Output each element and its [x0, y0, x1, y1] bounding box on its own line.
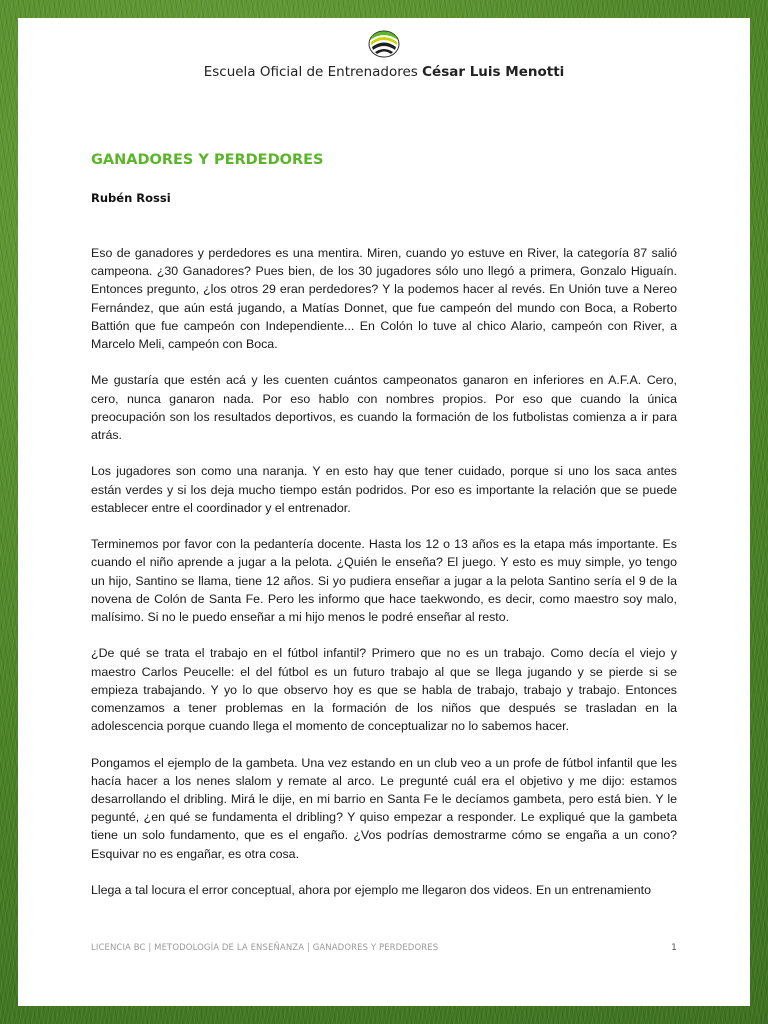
paragraph: Pongamos el ejemplo de la gambeta. Una vez estando en un club veo a un profe de fútbol infantil que les hacía hacer a los nenes slalom y remate al arco. Le pregunté cuál era el objetivo y me dijo: estamos desarrollando el dribling. Mirá le dije, en mi barrio en Santa Fe le decíamos gambeta, pero está bien. Y le pegunté, ¿en qué se fundamenta el dribling? Y quiso empezar a responder. Le expliqué que la gambeta tiene un solo fundamento, que es el engaño. ¿Vos podrías demostrarme cómo se engaña a un cono? Esquivar no es engañar, es otra cosa.: [91, 755, 677, 861]
footer-text: LICENCIA BC | METODOLOGÍA DE LA ENSEÑANZA | GANADORES Y PERDEDORES: [91, 943, 439, 953]
article-title: GANADORES Y PERDEDORES: [91, 152, 324, 168]
school-heading: [18, 64, 750, 80]
paragraph: Me gustaría que estén acá y les cuenten cuántos campeonatos ganaron en inferiores en A.F.A. Cero, cero, nunca ganaron nada. Por eso hablo con nombres propios. Por eso que cuando la única preocupación son los resultados deportivos, es cuando la formación de los futbolistas comienza a ir para atrás.: [91, 373, 677, 443]
article-body: [91, 244, 677, 917]
school-name: César Luis Menotti: [422, 64, 565, 80]
paragraph: ¿De qué se trata el trabajo en el fútbol infantil? Primero que no es un trabajo. Como decía el viejo y maestro Carlos Peucelle: el del fútbol es un futuro trabajo al que se llega jugando y se pierde si se empieza trabajando. Y yo lo que observo hoy es que se habla de trabajo, trabajo y trabajo. Entonces comenzamos a tener problemas en la formación de los niños que después se trasladan en la adolescencia porque cuando llega el momento de conceptualizar no lo sabemos hacer.: [91, 646, 677, 734]
page-footer: [91, 943, 677, 953]
document-page: [18, 18, 750, 1006]
school-prefix: Escuela Oficial de Entrenadores: [203, 64, 418, 80]
soccer-ball-logo-icon: [366, 28, 402, 60]
page-number: 1: [671, 943, 677, 953]
paragraph: Terminemos por favor con la pedantería docente. Hasta los 12 o 13 años es la etapa más importante. Es cuando el niño aprende a jugar a la pelota. ¿Quién le enseña? El juego. Y esto es muy simple, yo tengo un hijo, Santino se llama, tiene 12 años. Si yo pudiera enseñar a jugar a la pelota Santino sería el 9 de la novena de Colón de Santa Fe. Pero les informo que hace taekwondo, es decir, como maestro soy malo, malísimo. Si no le puedo enseñar a mi hijo menos le podré enseñar al resto.: [91, 537, 677, 625]
paragraph: Llega a tal locura el error conceptual, ahora por ejemplo me llegaron dos videos. En un entrenamiento: [91, 883, 651, 898]
paragraph: Los jugadores son como una naranja. Y en esto hay que tener cuidado, porque si uno los saca antes están verdes y si los deja mucho tiempo están podridos. Por eso es importante la relación que se puede establecer entre el coordinador y el entrenador.: [91, 464, 677, 515]
paragraph: Eso de ganadores y perdedores es una mentira. Miren, cuando yo estuve en River, la categoría 87 salió campeona. ¿30 Ganadores? Pues bien, de los 30 jugadores sólo uno llegó a primera, Gonzalo Higuaín. Entonces pregunto, ¿los otros 29 eran perdedores? Y la podemos hacer al revés. En Unión tuve a Nereo Fernández, que aún está jugando, a Matías Donnet, que fue campeón del mundo con Boca, a Roberto Battión que fue campeón con Independiente... En Colón lo tuve al chico Alario, campeón con River, a Marcelo Meli, campeón con Boca.: [91, 246, 677, 352]
article-author: Rubén Rossi: [91, 191, 171, 205]
